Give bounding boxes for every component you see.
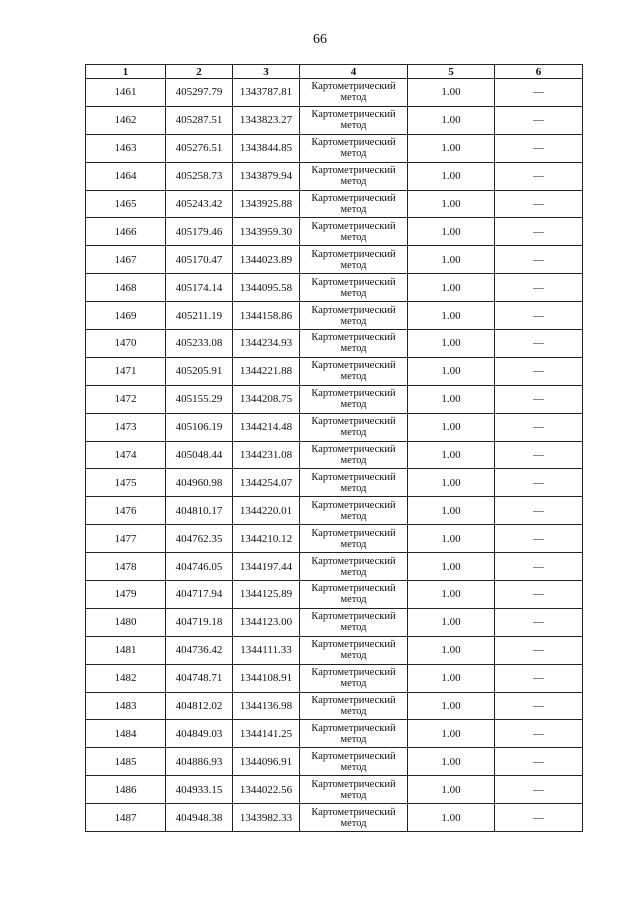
method-line-2: метод bbox=[340, 148, 367, 160]
point-number-cell: 1484 bbox=[86, 720, 166, 748]
method-cell bbox=[300, 330, 408, 358]
x-coordinate-cell: 404810.17 bbox=[166, 497, 233, 525]
point-number-cell: 1465 bbox=[86, 190, 166, 218]
point-number-cell: 1469 bbox=[86, 302, 166, 330]
y-coordinate-cell: 1344220.01 bbox=[233, 497, 300, 525]
point-number-cell: 1477 bbox=[86, 525, 166, 553]
precision-cell: 1.00 bbox=[408, 441, 495, 469]
point-number-cell: 1468 bbox=[86, 274, 166, 302]
table-row bbox=[86, 274, 583, 302]
method-cell bbox=[300, 302, 408, 330]
y-coordinate-cell: 1344234.93 bbox=[233, 330, 300, 358]
method-line-2: метод bbox=[340, 538, 367, 550]
point-number-cell: 1487 bbox=[86, 804, 166, 832]
precision-cell: 1.00 bbox=[408, 497, 495, 525]
table-row bbox=[86, 162, 583, 190]
method-line-1: Картометрический bbox=[311, 471, 396, 483]
table-row bbox=[86, 441, 583, 469]
table-body bbox=[86, 79, 583, 832]
column-header-1: 1 bbox=[86, 65, 166, 79]
method-line-2: метод bbox=[340, 259, 367, 271]
x-coordinate-cell: 404849.03 bbox=[166, 720, 233, 748]
x-coordinate-cell: 405106.19 bbox=[166, 413, 233, 441]
precision-cell: 1.00 bbox=[408, 190, 495, 218]
point-number-cell: 1478 bbox=[86, 553, 166, 581]
method-line-2: метод bbox=[340, 399, 367, 411]
table-row bbox=[86, 134, 583, 162]
precision-cell: 1.00 bbox=[408, 79, 495, 107]
method-line-2: метод bbox=[340, 427, 367, 439]
x-coordinate-cell: 404933.15 bbox=[166, 776, 233, 804]
precision-cell: 1.00 bbox=[408, 162, 495, 190]
method-cell bbox=[300, 581, 408, 609]
method-cell bbox=[300, 246, 408, 274]
x-coordinate-cell: 405297.79 bbox=[166, 79, 233, 107]
x-coordinate-cell: 405155.29 bbox=[166, 385, 233, 413]
point-number-cell: 1470 bbox=[86, 330, 166, 358]
method-line-1: Картометрический bbox=[311, 778, 396, 790]
precision-cell: 1.00 bbox=[408, 385, 495, 413]
table-row bbox=[86, 636, 583, 664]
table-row bbox=[86, 581, 583, 609]
precision-cell: 1.00 bbox=[408, 608, 495, 636]
method-line-1: Картометрический bbox=[311, 639, 396, 651]
x-coordinate-cell: 405276.51 bbox=[166, 134, 233, 162]
note-cell: — bbox=[495, 441, 583, 469]
precision-cell: 1.00 bbox=[408, 776, 495, 804]
point-number-cell: 1473 bbox=[86, 413, 166, 441]
x-coordinate-cell: 405205.91 bbox=[166, 357, 233, 385]
y-coordinate-cell: 1344022.56 bbox=[233, 776, 300, 804]
precision-cell: 1.00 bbox=[408, 134, 495, 162]
method-cell bbox=[300, 441, 408, 469]
note-cell: — bbox=[495, 274, 583, 302]
point-number-cell: 1466 bbox=[86, 218, 166, 246]
method-line-2: метод bbox=[340, 706, 367, 718]
table-row bbox=[86, 190, 583, 218]
y-coordinate-cell: 1344197.44 bbox=[233, 553, 300, 581]
method-cell bbox=[300, 664, 408, 692]
method-line-1: Картометрический bbox=[311, 416, 396, 428]
x-coordinate-cell: 404762.35 bbox=[166, 525, 233, 553]
point-number-cell: 1486 bbox=[86, 776, 166, 804]
precision-cell: 1.00 bbox=[408, 692, 495, 720]
method-line-2: метод bbox=[340, 817, 367, 829]
x-coordinate-cell: 404748.71 bbox=[166, 664, 233, 692]
method-cell bbox=[300, 106, 408, 134]
x-coordinate-cell: 405243.42 bbox=[166, 190, 233, 218]
method-line-1: Картометрический bbox=[311, 499, 396, 511]
precision-cell: 1.00 bbox=[408, 330, 495, 358]
method-line-1: Картометрический bbox=[311, 667, 396, 679]
note-cell: — bbox=[495, 413, 583, 441]
x-coordinate-cell: 405233.08 bbox=[166, 330, 233, 358]
point-number-cell: 1480 bbox=[86, 608, 166, 636]
point-number-cell: 1479 bbox=[86, 581, 166, 609]
precision-cell: 1.00 bbox=[408, 218, 495, 246]
point-number-cell: 1481 bbox=[86, 636, 166, 664]
method-line-1: Картометрический bbox=[311, 193, 396, 204]
method-line-2: метод bbox=[340, 789, 367, 801]
method-line-1: Картометрический bbox=[311, 109, 396, 121]
method-line-1: Картометрический bbox=[311, 527, 396, 539]
table-row bbox=[86, 525, 583, 553]
precision-cell: 1.00 bbox=[408, 357, 495, 385]
table-row bbox=[86, 413, 583, 441]
method-line-1: Картометрический bbox=[311, 276, 396, 288]
table-row bbox=[86, 385, 583, 413]
y-coordinate-cell: 1344111.33 bbox=[233, 636, 300, 664]
column-header-6: 6 bbox=[495, 65, 583, 79]
note-cell: — bbox=[495, 608, 583, 636]
x-coordinate-cell: 405170.47 bbox=[166, 246, 233, 274]
column-header-5: 5 bbox=[408, 65, 495, 79]
method-line-2: метод bbox=[340, 678, 367, 690]
method-line-1: Картометрический bbox=[311, 555, 396, 567]
method-line-2: метод bbox=[340, 594, 367, 606]
note-cell: — bbox=[495, 692, 583, 720]
precision-cell: 1.00 bbox=[408, 553, 495, 581]
precision-cell: 1.00 bbox=[408, 302, 495, 330]
table-row bbox=[86, 302, 583, 330]
method-line-1: Картометрический bbox=[311, 806, 396, 818]
point-number-cell: 1472 bbox=[86, 385, 166, 413]
note-cell: — bbox=[495, 720, 583, 748]
method-cell bbox=[300, 497, 408, 525]
point-number-cell: 1467 bbox=[86, 246, 166, 274]
x-coordinate-cell: 404886.93 bbox=[166, 748, 233, 776]
point-number-cell: 1482 bbox=[86, 664, 166, 692]
column-header-3: 3 bbox=[233, 65, 300, 79]
method-line-1: Картометрический bbox=[311, 220, 396, 232]
point-number-cell: 1463 bbox=[86, 134, 166, 162]
note-cell: — bbox=[495, 134, 583, 162]
method-line-2: метод bbox=[340, 650, 367, 662]
note-cell: — bbox=[495, 581, 583, 609]
table-row bbox=[86, 804, 583, 832]
table-row bbox=[86, 330, 583, 358]
y-coordinate-cell: 1343844.85 bbox=[233, 134, 300, 162]
method-cell bbox=[300, 720, 408, 748]
method-line-2: метод bbox=[340, 231, 367, 243]
y-coordinate-cell: 1344231.08 bbox=[233, 441, 300, 469]
precision-cell: 1.00 bbox=[408, 246, 495, 274]
precision-cell: 1.00 bbox=[408, 106, 495, 134]
note-cell: — bbox=[495, 190, 583, 218]
y-coordinate-cell: 1344214.48 bbox=[233, 413, 300, 441]
table-row bbox=[86, 79, 583, 107]
method-cell bbox=[300, 608, 408, 636]
table-row bbox=[86, 357, 583, 385]
point-number-cell: 1471 bbox=[86, 357, 166, 385]
note-cell: — bbox=[495, 218, 583, 246]
method-line-2: метод bbox=[340, 176, 367, 188]
method-cell bbox=[300, 274, 408, 302]
precision-cell: 1.00 bbox=[408, 804, 495, 832]
method-cell bbox=[300, 413, 408, 441]
page-number: 66 bbox=[313, 32, 327, 47]
method-line-2: метод bbox=[340, 120, 367, 132]
note-cell: — bbox=[495, 79, 583, 107]
x-coordinate-cell: 405287.51 bbox=[166, 106, 233, 134]
y-coordinate-cell: 1343925.88 bbox=[233, 190, 300, 218]
x-coordinate-cell: 404736.42 bbox=[166, 636, 233, 664]
method-cell bbox=[300, 748, 408, 776]
note-cell: — bbox=[495, 525, 583, 553]
table-row bbox=[86, 553, 583, 581]
point-number-cell: 1474 bbox=[86, 441, 166, 469]
note-cell: — bbox=[495, 330, 583, 358]
y-coordinate-cell: 1344208.75 bbox=[233, 385, 300, 413]
table-row bbox=[86, 246, 583, 274]
note-cell: — bbox=[495, 553, 583, 581]
table-row bbox=[86, 608, 583, 636]
method-line-2: метод bbox=[340, 315, 367, 327]
method-line-2: метод bbox=[340, 204, 367, 215]
method-line-1: Картометрический bbox=[311, 444, 396, 456]
y-coordinate-cell: 1344210.12 bbox=[233, 525, 300, 553]
method-line-2: метод bbox=[340, 733, 367, 745]
method-cell bbox=[300, 79, 408, 107]
precision-cell: 1.00 bbox=[408, 748, 495, 776]
table-row bbox=[86, 776, 583, 804]
method-line-1: Картометрический bbox=[311, 388, 396, 400]
method-cell bbox=[300, 553, 408, 581]
method-line-2: метод bbox=[340, 761, 367, 773]
table-row bbox=[86, 218, 583, 246]
point-number-cell: 1485 bbox=[86, 748, 166, 776]
note-cell: — bbox=[495, 636, 583, 664]
method-line-1: Картометрический bbox=[311, 248, 396, 260]
y-coordinate-cell: 1344108.91 bbox=[233, 664, 300, 692]
method-line-1: Картометрический bbox=[311, 165, 396, 177]
note-cell: — bbox=[495, 748, 583, 776]
table-row bbox=[86, 664, 583, 692]
table-row bbox=[86, 497, 583, 525]
table-row bbox=[86, 106, 583, 134]
table-row bbox=[86, 720, 583, 748]
method-cell bbox=[300, 134, 408, 162]
note-cell: — bbox=[495, 302, 583, 330]
precision-cell: 1.00 bbox=[408, 274, 495, 302]
method-line-2: метод bbox=[340, 622, 367, 634]
method-line-1: Картометрический bbox=[311, 81, 396, 93]
table-row bbox=[86, 469, 583, 497]
method-line-2: метод bbox=[340, 510, 367, 522]
column-header-2: 2 bbox=[166, 65, 233, 79]
x-coordinate-cell: 404719.18 bbox=[166, 608, 233, 636]
y-coordinate-cell: 1344023.89 bbox=[233, 246, 300, 274]
y-coordinate-cell: 1344095.58 bbox=[233, 274, 300, 302]
precision-cell: 1.00 bbox=[408, 525, 495, 553]
method-line-1: Картометрический bbox=[311, 360, 396, 372]
y-coordinate-cell: 1343879.94 bbox=[233, 162, 300, 190]
x-coordinate-cell: 404960.98 bbox=[166, 469, 233, 497]
x-coordinate-cell: 404812.02 bbox=[166, 692, 233, 720]
method-cell bbox=[300, 385, 408, 413]
method-line-2: метод bbox=[340, 92, 367, 104]
method-line-2: метод bbox=[340, 343, 367, 355]
method-cell bbox=[300, 776, 408, 804]
method-cell bbox=[300, 469, 408, 497]
coordinates-table bbox=[85, 64, 583, 832]
y-coordinate-cell: 1344221.88 bbox=[233, 357, 300, 385]
method-cell bbox=[300, 525, 408, 553]
method-cell bbox=[300, 692, 408, 720]
y-coordinate-cell: 1344123.00 bbox=[233, 608, 300, 636]
x-coordinate-cell: 405048.44 bbox=[166, 441, 233, 469]
precision-cell: 1.00 bbox=[408, 636, 495, 664]
table-header-row bbox=[86, 65, 583, 79]
method-cell bbox=[300, 190, 408, 218]
note-cell: — bbox=[495, 385, 583, 413]
note-cell: — bbox=[495, 162, 583, 190]
method-cell bbox=[300, 162, 408, 190]
method-line-1: Картометрический bbox=[311, 583, 396, 595]
point-number-cell: 1464 bbox=[86, 162, 166, 190]
method-line-2: метод bbox=[340, 482, 367, 494]
precision-cell: 1.00 bbox=[408, 581, 495, 609]
precision-cell: 1.00 bbox=[408, 664, 495, 692]
method-line-1: Картометрический bbox=[311, 137, 396, 149]
point-number-cell: 1461 bbox=[86, 79, 166, 107]
x-coordinate-cell: 405179.46 bbox=[166, 218, 233, 246]
point-number-cell: 1475 bbox=[86, 469, 166, 497]
note-cell: — bbox=[495, 497, 583, 525]
x-coordinate-cell: 405211.19 bbox=[166, 302, 233, 330]
note-cell: — bbox=[495, 357, 583, 385]
y-coordinate-cell: 1344125.89 bbox=[233, 581, 300, 609]
method-line-2: метод bbox=[340, 287, 367, 299]
point-number-cell: 1483 bbox=[86, 692, 166, 720]
y-coordinate-cell: 1344158.86 bbox=[233, 302, 300, 330]
x-coordinate-cell: 404746.05 bbox=[166, 553, 233, 581]
y-coordinate-cell: 1344254.07 bbox=[233, 469, 300, 497]
note-cell: — bbox=[495, 664, 583, 692]
point-number-cell: 1476 bbox=[86, 497, 166, 525]
y-coordinate-cell: 1344141.25 bbox=[233, 720, 300, 748]
method-cell bbox=[300, 804, 408, 832]
method-line-2: метод bbox=[340, 566, 367, 578]
y-coordinate-cell: 1343982.33 bbox=[233, 804, 300, 832]
note-cell: — bbox=[495, 106, 583, 134]
method-line-1: Картометрический bbox=[311, 750, 396, 762]
method-line-2: метод bbox=[340, 455, 367, 467]
method-line-1: Картометрический bbox=[311, 332, 396, 344]
method-line-1: Картометрический bbox=[311, 611, 396, 623]
method-line-1: Картометрический bbox=[311, 695, 396, 707]
note-cell: — bbox=[495, 469, 583, 497]
precision-cell: 1.00 bbox=[408, 720, 495, 748]
y-coordinate-cell: 1343823.27 bbox=[233, 106, 300, 134]
point-number-cell: 1462 bbox=[86, 106, 166, 134]
precision-cell: 1.00 bbox=[408, 413, 495, 441]
method-cell bbox=[300, 357, 408, 385]
y-coordinate-cell: 1343787.81 bbox=[233, 79, 300, 107]
method-cell bbox=[300, 218, 408, 246]
y-coordinate-cell: 1344136.98 bbox=[233, 692, 300, 720]
x-coordinate-cell: 405258.73 bbox=[166, 162, 233, 190]
y-coordinate-cell: 1344096.91 bbox=[233, 748, 300, 776]
x-coordinate-cell: 405174.14 bbox=[166, 274, 233, 302]
method-line-1: Картометрический bbox=[311, 304, 396, 316]
y-coordinate-cell: 1343959.30 bbox=[233, 218, 300, 246]
method-line-1: Картометрический bbox=[311, 722, 396, 734]
note-cell: — bbox=[495, 804, 583, 832]
note-cell: — bbox=[495, 246, 583, 274]
note-cell: — bbox=[495, 776, 583, 804]
column-header-4: 4 bbox=[300, 65, 408, 79]
table-row bbox=[86, 692, 583, 720]
x-coordinate-cell: 404948.38 bbox=[166, 804, 233, 832]
x-coordinate-cell: 404717.94 bbox=[166, 581, 233, 609]
method-cell bbox=[300, 636, 408, 664]
method-line-2: метод bbox=[340, 371, 367, 383]
table-row bbox=[86, 748, 583, 776]
precision-cell: 1.00 bbox=[408, 469, 495, 497]
